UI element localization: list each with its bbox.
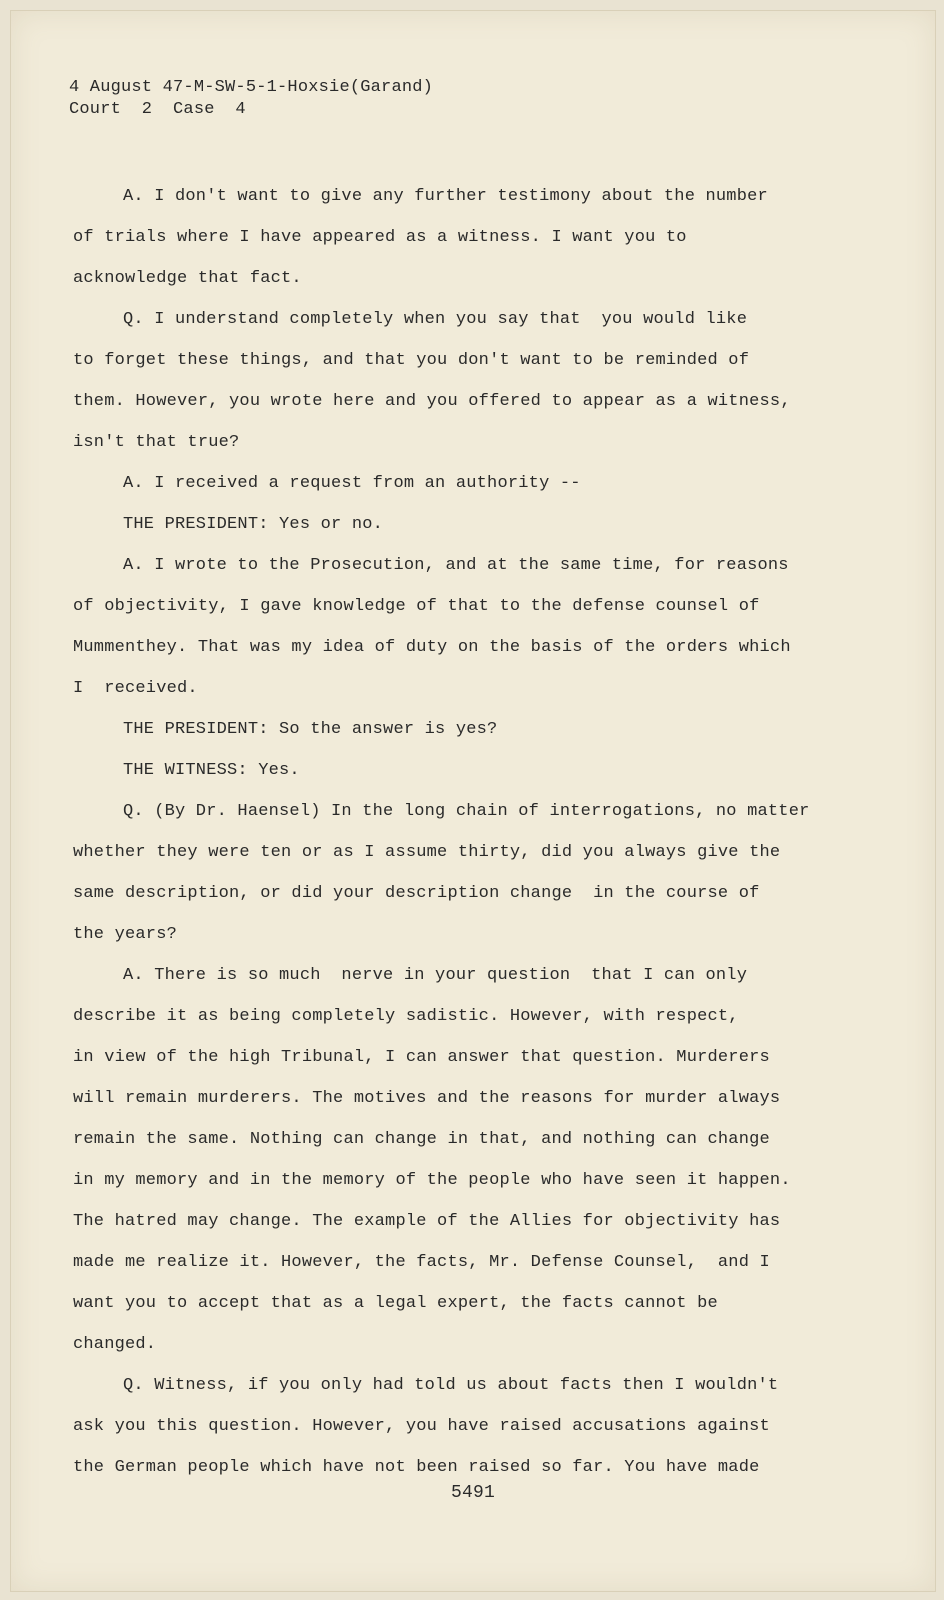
transcript-line: A. I wrote to the Prosecution, and at the same time, for reasons — [123, 556, 789, 575]
transcript-line: isn't that true? — [73, 433, 240, 452]
transcript-body — [73, 176, 813, 1488]
transcript-line: in my memory and in the memory of the people who have seen it happen. — [73, 1171, 791, 1190]
transcript-line: I received. — [73, 679, 198, 698]
transcript-line: want you to accept that as a legal expert, the facts cannot be — [73, 1294, 718, 1313]
transcript-line: A. I don't want to give any further testimony about the number — [123, 187, 768, 206]
transcript-line: ask you this question. However, you have raised accusations against — [73, 1417, 770, 1436]
transcript-line: THE PRESIDENT: Yes or no. — [123, 515, 384, 534]
transcript-line: in view of the high Tribunal, I can answer that question. Murderers — [73, 1048, 770, 1067]
transcript-line: THE PRESIDENT: So the answer is yes? — [123, 720, 498, 739]
transcript-line: THE WITNESS: Yes. — [123, 761, 300, 780]
transcript-line: the German people which have not been raised so far. You have made — [73, 1458, 760, 1477]
transcript-line: the years? — [73, 925, 178, 944]
transcript-line: whether they were ten or as I assume thirty, did you always give the — [73, 843, 781, 862]
document-header — [69, 77, 433, 121]
transcript-line: Q. Witness, if you only had told us about facts then I wouldn't — [123, 1376, 779, 1395]
transcript-line: Q. I understand completely when you say that you would like — [123, 310, 748, 329]
transcript-line: made me realize it. However, the facts, Mr. Defense Counsel, and I — [73, 1253, 770, 1272]
transcript-line: to forget these things, and that you don't want to be reminded of — [73, 351, 750, 370]
transcript-line: of trials where I have appeared as a witness. I want you to — [73, 228, 687, 247]
header-court-line: Court 2 Case 4 — [69, 100, 246, 119]
transcript-line: A. There is so much nerve in your question that I can only — [123, 966, 748, 985]
transcript-line: remain the same. Nothing can change in that, and nothing can change — [73, 1130, 770, 1149]
transcript-line: them. However, you wrote here and you offered to appear as a witness, — [73, 392, 791, 411]
transcript-line: will remain murderers. The motives and the reasons for murder always — [73, 1089, 781, 1108]
document-page — [10, 10, 936, 1592]
transcript-line: describe it as being completely sadistic. However, with respect, — [73, 1007, 739, 1026]
transcript-line: same description, or did your description change in the course of — [73, 884, 760, 903]
transcript-line: changed. — [73, 1335, 157, 1354]
transcript-line: Mummenthey. That was my idea of duty on the basis of the orders which — [73, 638, 791, 657]
transcript-line: acknowledge that fact. — [73, 269, 302, 288]
transcript-line: of objectivity, I gave knowledge of that to the defense counsel of — [73, 597, 760, 616]
page-number: 5491 — [450, 1483, 495, 1503]
transcript-line: A. I received a request from an authority -- — [123, 474, 581, 493]
transcript-line: Q. (By Dr. Haensel) In the long chain of interrogations, no matter — [123, 802, 810, 821]
transcript-line: The hatred may change. The example of the Allies for objectivity has — [73, 1212, 781, 1231]
header-case-line: 4 August 47-M-SW-5-1-Hoxsie(Garand) — [69, 78, 434, 97]
